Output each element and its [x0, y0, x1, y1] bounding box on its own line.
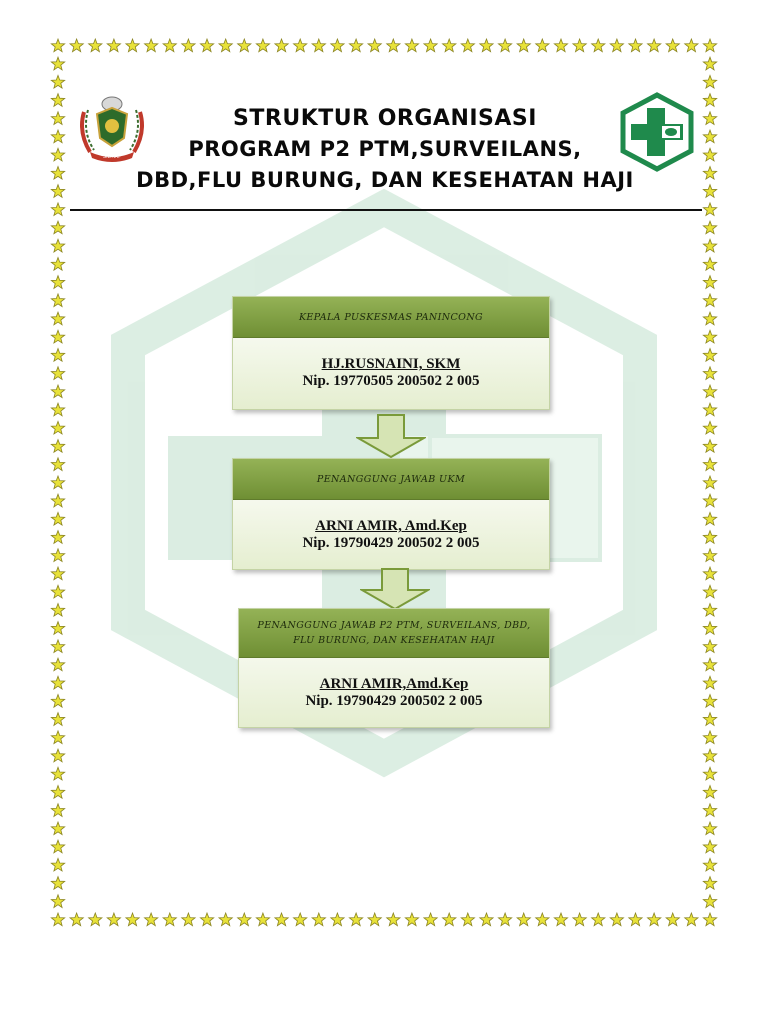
org-name: ARNI AMIR,Amd.Kep	[319, 676, 469, 692]
org-role: PENANGGUNG JAWAB UKM	[233, 459, 549, 500]
org-person	[233, 338, 549, 390]
org-nip: Nip. 19790429 200502 2 005	[302, 535, 480, 551]
title-line-2: PROGRAM P2 PTM,SURVEILANS,	[188, 137, 582, 161]
org-name: ARNI AMIR, Amd.Kep	[315, 518, 467, 534]
org-role: PENANGGUNG JAWAB P2 PTM, SURVEILANS, DBD, FLU BURUNG, DAN KESEHATAN HAJI	[239, 609, 549, 658]
emblem-ribbon-text: SIDRAP	[102, 154, 122, 160]
org-name: HJ.RUSNAINI, SKM	[321, 356, 461, 372]
org-person	[239, 658, 549, 710]
header-divider	[70, 209, 702, 211]
title-line-3: DBD,FLU BURUNG, DAN KESEHATAN HAJI	[136, 168, 634, 192]
org-role: KEPALA PUSKESMAS PANINCONG	[233, 297, 549, 338]
org-box-p2ptm	[238, 608, 550, 728]
title-line-1: STRUKTUR ORGANISASI	[233, 106, 537, 131]
down-arrow-icon	[360, 568, 430, 610]
org-person	[233, 500, 549, 552]
org-nip: Nip. 19770505 200502 2 005	[302, 373, 480, 389]
org-nip: Nip. 19790429 200502 2 005	[305, 693, 483, 709]
down-arrow-icon	[356, 414, 426, 458]
page-title	[90, 103, 680, 196]
org-box-head-of-puskesmas	[232, 296, 550, 410]
org-box-ukm	[232, 458, 550, 570]
